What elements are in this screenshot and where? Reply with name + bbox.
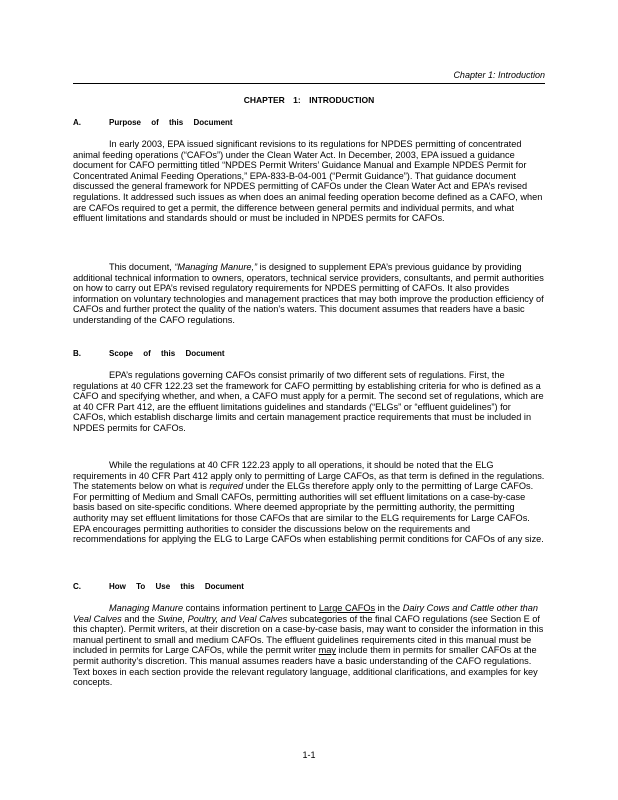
paragraph-c1: Managing Manure contains information pertinent to Large CAFOs in the Dairy Cows and Cattle other than Veal Calves and the Swine, Poultry, and Veal Calves subcategories of the final CAFO regulations (see Section E of this chapter). Permit writers, at their discretion on a case-by-case basis, may want to consider the information in this manual pertinent to small and medium CAFOs. The effluent guidelines requirements cited in this manual must be included in permits for Large CAFOs, while the permit writer may include them in permits for smaller CAFOs at the permit authority’s discretion. This manual assumes readers have a basic understanding of the CAFO regulations. Text boxes in each section provide the relevant regulatory language, additional clarifications, and examples for key concepts.: [73, 603, 544, 688]
paragraph-text: In early 2003, EPA issued significant revisions to its regulations for NPDES permitting of concentrated animal feeding operations (“CAFOs”) under the Clean Water Act. In December, 2003, EPA issued a guidance document for CAFO permitting titled “NPDES Permit Writers’ Guidance Manual and Example NPDES Permit for Concentrated Animal Feeding Operations,” EPA-833-B-04-001 (“Permit Guidance”). That guidance document discussed the general framework for NPDES permitting of CAFOs under the Clean Water Act and EPA’s revised regulations. It addressed such issues as when does an animal feeding operation become defined as a CAFO, when are CAFOs required to get a permit, the difference between general permits and individual permits, and what effluent limitations and standards should or must be included in NPDES permits for CAFOs.: [73, 139, 543, 224]
section-letter: C.: [73, 582, 81, 591]
running-header: Chapter 1: Introduction: [453, 70, 545, 80]
section-title: How To Use this Document: [109, 582, 244, 591]
section-title: Scope of this Document: [109, 349, 225, 358]
paragraph-text: EPA’s regulations governing CAFOs consist primarily of two different sets of regulations. First, the regulations at 40 CFR 122.23 set the framework for CAFO permitting by establishing criteria for who is defined as a CAFO and specifying whether, and when, a CAFO must apply for a permit. The second set of regulations, which are at 40 CFR Part 412, are the effluent limitations guidelines and standards (“ELGs” or “effluent guidelines”) for CAFOs, which establish discharge limits and certain management practice requirements that must be included in NPDES permits for CAFOs.: [73, 370, 544, 433]
document-name-emphasis: “Managing Manure,”: [174, 262, 258, 272]
required-emphasis: required: [209, 481, 244, 492]
large-cafos-underline: Large CAFOs: [318, 603, 376, 613]
paragraph-a2: This document, “Managing Manure,” is designed to supplement EPA’s previous guidance by providing additional technical information to owners, operators, technical service providers, consultants, and permit authorities on how to carry out EPA’s revised regulatory requirements for NPDES permitting of CAFOs. It also provides information on voluntary technologies and management practices that may both improve the production efficiency of CAFOs and further protect the quality of the nation’s waters. This document assumes that readers have a basic understanding of the CAFO regulations.: [73, 262, 544, 325]
header-rule: [73, 83, 545, 84]
may-underline: may: [318, 645, 336, 656]
section-letter: A.: [73, 118, 81, 127]
chapter-heading: CHAPTER 1: INTRODUCTION: [243, 95, 375, 105]
page-number: 1-1: [302, 750, 316, 760]
paragraph-a1: [73, 139, 545, 224]
section-c-heading: [73, 582, 244, 591]
paragraph-b2: While the regulations at 40 CFR 122.23 apply to all operations, it should be noted that the ELG requirements in 40 CFR Part 412 apply only to permitting of Large CAFOs, as that term is defined in the regulations. The statements below on what is required under the ELGs therefore apply only to the permitting of Large CAFOs. For permitting of Medium and Small CAFOs, permitting authorities will set effluent limitations on a case-by-case basis based on site-specific conditions. Where deemed appropriate by the permitting authority, the permitting authority may set effluent limitations for those CAFOs that are similar to the ELG requirements for Large CAFOs. EPA encourages permitting authorities to consider the discussions below on the requirements and recommendations for applying the ELG to Large CAFOs when establishing permit conditions for CAFOs of any size.: [73, 460, 545, 545]
paragraph-b1: [73, 370, 545, 434]
section-title: Purpose of this Document: [109, 118, 233, 127]
section-b-heading: [73, 349, 225, 358]
section-a-heading: [73, 118, 233, 127]
section-letter: B.: [73, 349, 81, 358]
